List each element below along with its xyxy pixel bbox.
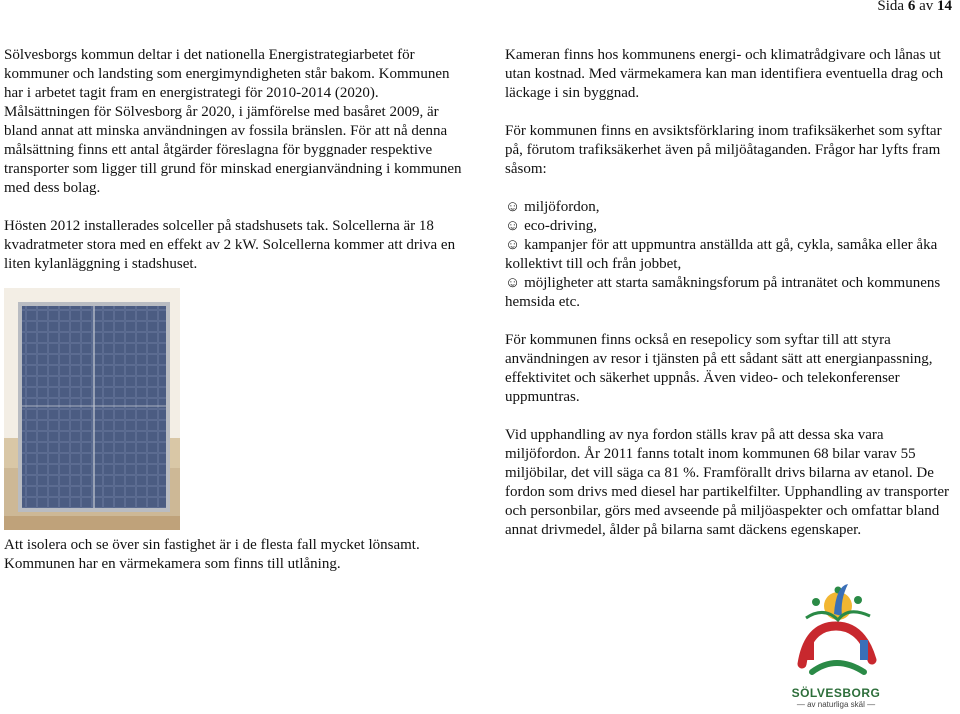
paragraph-vehicle-procurement: Vid upphandling av nya fordon ställs krav på att dessa ska vara miljöfordon. År 2011 fanns totalt inom kommunen 68 bilar varav 55 miljöbilar, det vill säga ca 81 %. Framförallt drivs bilarna av etanol. De fordon som drivs med diesel har partikelfilter. Upphandling av transporter och personbilar, görs med avseende på miljöaspekter och omfattar bland annat drivmedel, ålder på bilarna samt däckens egenskaper. (505, 427, 950, 538)
list-item: ☺ eco-driving, (505, 218, 597, 234)
paragraph-solar-cells: Hösten 2012 installerades solceller på stadshusets tak. Solcellerna är 18 kvadratmeter stora med en effekt av 2 kW. Solcellerna kommer att driva en liten kylanläggning i stadshuset. (4, 218, 456, 272)
list-item: ☺ möjligheter att starta samåkningsforum på intranätet och kommunens hemsida etc. (505, 275, 941, 310)
topic-list (505, 198, 955, 312)
list-item: ☺ kampanjer för att uppmuntra anställda att gå, cykla, samåka eller åka kollektivt till och från jobbet, (505, 237, 938, 272)
paragraph-thermal-camera: Kameran finns hos kommunens energi- och klimatrådgivare och lånas ut utan kostnad. Med värmekamera kan man identifiera eventuella drag och läckage i sin byggnad. (505, 47, 944, 101)
left-column (4, 46, 462, 293)
paragraph-traffic-safety: För kommunen finns en avsiktsförklaring inom trafiksäkerhet som syftar på, förutom trafiksäkerhet även på miljöåtaganden. Frågor har lyfts fram såsom: (505, 123, 942, 177)
paragraph-energy-strategy: Sölvesborgs kommun deltar i det nationella Energistrategiarbetet för kommuner och landsting som energimyndigheten står bakom. Kommunen har i arbetet tagit fram en energistrategi för 2010-2014 (2020). Målsättningen för Sölvesborg år 2020, i jämförelse med basåret 2009, är bland annat att minska användningen av fossila bränslen. För att nå denna målsättning finns ett antal åtgärder föreslagna för byggnader respektive transporter som ligger till grund för minskad energianvändning i kommunen med dess bolag. (4, 47, 462, 196)
list-item: ☺ miljöfordon, (505, 199, 600, 215)
paragraph-travel-policy: För kommunen finns också en resepolicy som syftar till att styra användningen av resor i tjänsten på ett sådant sätt att energianpassning, effektivitet och säkerhet uppnås. Även video- och telekonferenser uppmuntras. (505, 332, 933, 405)
logo-text: SÖLVESBORG — av naturliga skäl — (791, 686, 881, 709)
page-number: Sida 6 av 14 (877, 0, 952, 14)
right-column (505, 46, 955, 559)
photo-caption: Att isolera och se över sin fastighet är i de flesta fall mycket lönsamt. Kommunen har en värmekamera som finns till utlåning. (4, 537, 420, 572)
solar-panel-photo (4, 288, 180, 530)
